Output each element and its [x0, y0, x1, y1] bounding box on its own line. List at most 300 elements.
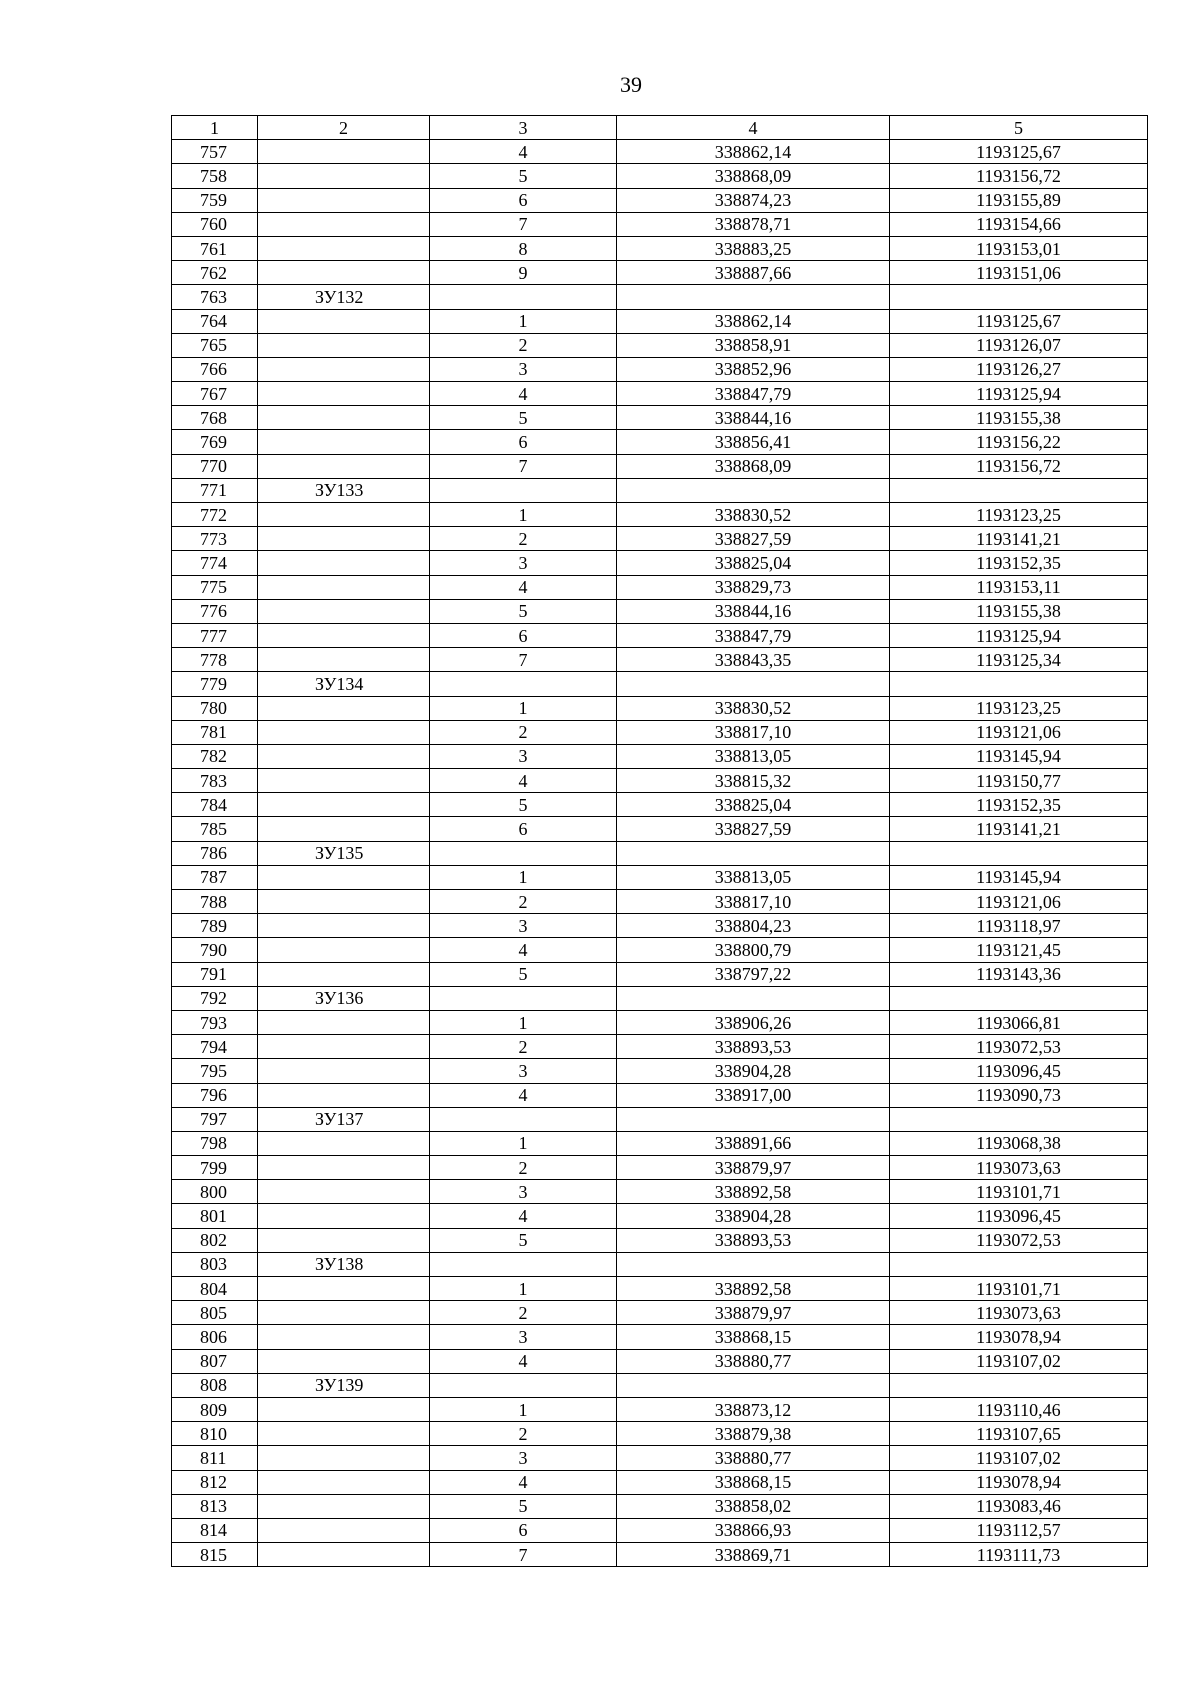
table-row [172, 1397, 1148, 1421]
y-coordinate-cell: 1193121,45 [890, 938, 1148, 962]
row-number-cell: 796 [172, 1083, 258, 1107]
row-number-cell: 757 [172, 140, 258, 164]
point-number-cell [430, 478, 617, 502]
y-coordinate-cell: 1193107,65 [890, 1422, 1148, 1446]
plot-id-cell [258, 696, 430, 720]
y-coordinate-cell: 1193156,72 [890, 164, 1148, 188]
table-row [172, 1301, 1148, 1325]
plot-id-cell [258, 430, 430, 454]
x-coordinate-cell: 338862,14 [617, 140, 890, 164]
y-coordinate-cell: 1193090,73 [890, 1083, 1148, 1107]
y-coordinate-cell: 1193096,45 [890, 1059, 1148, 1083]
row-number-cell: 774 [172, 551, 258, 575]
table-row [172, 527, 1148, 551]
y-coordinate-cell: 1193155,89 [890, 188, 1148, 212]
point-number-cell: 4 [430, 1470, 617, 1494]
table-row [172, 648, 1148, 672]
y-coordinate-cell: 1193155,38 [890, 599, 1148, 623]
row-number-cell: 786 [172, 841, 258, 865]
point-number-cell: 7 [430, 212, 617, 236]
plot-id-cell [258, 623, 430, 647]
row-number-cell: 760 [172, 212, 258, 236]
point-number-cell: 4 [430, 938, 617, 962]
row-number-cell: 783 [172, 769, 258, 793]
plot-id-cell [258, 720, 430, 744]
table-row [172, 1131, 1148, 1155]
point-number-cell: 4 [430, 140, 617, 164]
table-row [172, 1373, 1148, 1397]
point-number-cell [430, 1107, 617, 1131]
plot-id-cell [258, 1204, 430, 1228]
point-number-cell: 2 [430, 1156, 617, 1180]
point-number-cell: 5 [430, 793, 617, 817]
x-coordinate-cell: 338813,05 [617, 865, 890, 889]
y-coordinate-cell: 1193143,36 [890, 962, 1148, 986]
x-coordinate-cell: 338856,41 [617, 430, 890, 454]
x-coordinate-cell: 338906,26 [617, 1010, 890, 1034]
plot-id-cell [258, 1059, 430, 1083]
x-coordinate-cell: 338879,97 [617, 1301, 890, 1325]
y-coordinate-cell: 1193078,94 [890, 1470, 1148, 1494]
table-row [172, 1349, 1148, 1373]
y-coordinate-cell [890, 1252, 1148, 1276]
header-col-2: 2 [258, 116, 430, 140]
point-number-cell: 2 [430, 890, 617, 914]
point-number-cell: 4 [430, 575, 617, 599]
point-number-cell: 3 [430, 357, 617, 381]
point-number-cell: 4 [430, 382, 617, 406]
point-number-cell: 7 [430, 454, 617, 478]
table-row [172, 1180, 1148, 1204]
x-coordinate-cell: 338852,96 [617, 357, 890, 381]
x-coordinate-cell: 338893,53 [617, 1035, 890, 1059]
plot-id-cell [258, 648, 430, 672]
x-coordinate-cell: 338817,10 [617, 720, 890, 744]
row-number-cell: 814 [172, 1518, 258, 1542]
point-number-cell: 5 [430, 1228, 617, 1252]
y-coordinate-cell: 1193126,07 [890, 333, 1148, 357]
row-number-cell: 789 [172, 914, 258, 938]
y-coordinate-cell: 1193125,67 [890, 140, 1148, 164]
point-number-cell: 3 [430, 1059, 617, 1083]
y-coordinate-cell: 1193156,72 [890, 454, 1148, 478]
table-row [172, 986, 1148, 1010]
plot-id-cell [258, 793, 430, 817]
plot-id-cell [258, 865, 430, 889]
row-number-cell: 766 [172, 357, 258, 381]
table-row [172, 1518, 1148, 1542]
plot-id-cell: ЗУ133 [258, 478, 430, 502]
x-coordinate-cell: 338868,15 [617, 1325, 890, 1349]
point-number-cell: 2 [430, 527, 617, 551]
plot-id-cell [258, 575, 430, 599]
point-number-cell: 9 [430, 261, 617, 285]
header-col-4: 4 [617, 116, 890, 140]
y-coordinate-cell: 1193156,22 [890, 430, 1148, 454]
plot-id-cell [258, 1325, 430, 1349]
point-number-cell: 2 [430, 1301, 617, 1325]
x-coordinate-cell [617, 841, 890, 865]
point-number-cell: 1 [430, 865, 617, 889]
table-row [172, 140, 1148, 164]
row-number-cell: 800 [172, 1180, 258, 1204]
plot-id-cell [258, 188, 430, 212]
table-row [172, 1422, 1148, 1446]
row-number-cell: 769 [172, 430, 258, 454]
table-row [172, 357, 1148, 381]
y-coordinate-cell: 1193096,45 [890, 1204, 1148, 1228]
row-number-cell: 782 [172, 744, 258, 768]
x-coordinate-cell [617, 986, 890, 1010]
plot-id-cell [258, 140, 430, 164]
y-coordinate-cell: 1193068,38 [890, 1131, 1148, 1155]
row-number-cell: 770 [172, 454, 258, 478]
x-coordinate-cell [617, 478, 890, 502]
row-number-cell: 788 [172, 890, 258, 914]
x-coordinate-cell: 338879,97 [617, 1156, 890, 1180]
table-row [172, 261, 1148, 285]
point-number-cell: 3 [430, 1325, 617, 1349]
table-row [172, 865, 1148, 889]
table-row [172, 1543, 1148, 1567]
plot-id-cell [258, 890, 430, 914]
table-row [172, 1470, 1148, 1494]
row-number-cell: 807 [172, 1349, 258, 1373]
plot-id-cell [258, 357, 430, 381]
row-number-cell: 776 [172, 599, 258, 623]
x-coordinate-cell: 338830,52 [617, 696, 890, 720]
x-coordinate-cell [617, 285, 890, 309]
plot-id-cell [258, 817, 430, 841]
point-number-cell: 6 [430, 430, 617, 454]
table-row [172, 382, 1148, 406]
point-number-cell: 3 [430, 744, 617, 768]
table-row [172, 1494, 1148, 1518]
table-row [172, 164, 1148, 188]
row-number-cell: 805 [172, 1301, 258, 1325]
table-row [172, 1228, 1148, 1252]
table-row [172, 841, 1148, 865]
table-row [172, 551, 1148, 575]
table-row [172, 962, 1148, 986]
x-coordinate-cell: 338815,32 [617, 769, 890, 793]
plot-id-cell [258, 599, 430, 623]
row-number-cell: 815 [172, 1543, 258, 1567]
y-coordinate-cell: 1193072,53 [890, 1228, 1148, 1252]
table-row [172, 309, 1148, 333]
y-coordinate-cell: 1193123,25 [890, 503, 1148, 527]
row-number-cell: 764 [172, 309, 258, 333]
point-number-cell [430, 1373, 617, 1397]
y-coordinate-cell [890, 841, 1148, 865]
plot-id-cell [258, 962, 430, 986]
y-coordinate-cell: 1193121,06 [890, 890, 1148, 914]
point-number-cell [430, 285, 617, 309]
x-coordinate-cell [617, 672, 890, 696]
y-coordinate-cell: 1193107,02 [890, 1349, 1148, 1373]
table-row [172, 1252, 1148, 1276]
plot-id-cell: ЗУ134 [258, 672, 430, 696]
plot-id-cell: ЗУ135 [258, 841, 430, 865]
row-number-cell: 767 [172, 382, 258, 406]
x-coordinate-cell: 338892,58 [617, 1180, 890, 1204]
table-row [172, 938, 1148, 962]
x-coordinate-cell: 338904,28 [617, 1204, 890, 1228]
row-number-cell: 792 [172, 986, 258, 1010]
plot-id-cell [258, 454, 430, 478]
table-row [172, 478, 1148, 502]
point-number-cell [430, 672, 617, 696]
row-number-cell: 797 [172, 1107, 258, 1131]
row-number-cell: 794 [172, 1035, 258, 1059]
table-row [172, 672, 1148, 696]
plot-id-cell: ЗУ132 [258, 285, 430, 309]
plot-id-cell [258, 406, 430, 430]
x-coordinate-cell: 338843,35 [617, 648, 890, 672]
row-number-cell: 812 [172, 1470, 258, 1494]
plot-id-cell [258, 1035, 430, 1059]
table-row [172, 696, 1148, 720]
x-coordinate-cell: 338817,10 [617, 890, 890, 914]
row-number-cell: 793 [172, 1010, 258, 1034]
y-coordinate-cell [890, 1107, 1148, 1131]
x-coordinate-cell: 338887,66 [617, 261, 890, 285]
point-number-cell: 5 [430, 962, 617, 986]
point-number-cell: 3 [430, 914, 617, 938]
point-number-cell [430, 986, 617, 1010]
plot-id-cell [258, 1083, 430, 1107]
row-number-cell: 813 [172, 1494, 258, 1518]
y-coordinate-cell: 1193125,34 [890, 648, 1148, 672]
y-coordinate-cell: 1193150,77 [890, 769, 1148, 793]
table-row [172, 1446, 1148, 1470]
plot-id-cell [258, 1349, 430, 1373]
plot-id-cell [258, 1518, 430, 1542]
plot-id-cell [258, 1180, 430, 1204]
row-number-cell: 780 [172, 696, 258, 720]
x-coordinate-cell: 338904,28 [617, 1059, 890, 1083]
point-number-cell: 3 [430, 1446, 617, 1470]
table-row [172, 1204, 1148, 1228]
x-coordinate-cell: 338868,09 [617, 454, 890, 478]
plot-id-cell [258, 212, 430, 236]
point-number-cell: 5 [430, 599, 617, 623]
y-coordinate-cell: 1193101,71 [890, 1180, 1148, 1204]
plot-id-cell [258, 1010, 430, 1034]
plot-id-cell [258, 333, 430, 357]
point-number-cell: 2 [430, 1035, 617, 1059]
table-row [172, 236, 1148, 260]
plot-id-cell [258, 914, 430, 938]
point-number-cell: 1 [430, 309, 617, 333]
row-number-cell: 784 [172, 793, 258, 817]
table-row [172, 720, 1148, 744]
plot-id-cell [258, 1494, 430, 1518]
y-coordinate-cell: 1193101,71 [890, 1277, 1148, 1301]
y-coordinate-cell [890, 672, 1148, 696]
y-coordinate-cell: 1193141,21 [890, 527, 1148, 551]
row-number-cell: 771 [172, 478, 258, 502]
plot-id-cell [258, 261, 430, 285]
row-number-cell: 810 [172, 1422, 258, 1446]
point-number-cell: 3 [430, 551, 617, 575]
table-body [172, 140, 1148, 1567]
row-number-cell: 809 [172, 1397, 258, 1421]
y-coordinate-cell: 1193072,53 [890, 1035, 1148, 1059]
plot-id-cell [258, 1543, 430, 1567]
row-number-cell: 779 [172, 672, 258, 696]
plot-id-cell: ЗУ139 [258, 1373, 430, 1397]
x-coordinate-cell: 338827,59 [617, 527, 890, 551]
point-number-cell: 6 [430, 188, 617, 212]
plot-id-cell [258, 164, 430, 188]
y-coordinate-cell: 1193145,94 [890, 744, 1148, 768]
table-row [172, 1010, 1148, 1034]
table-row [172, 1277, 1148, 1301]
x-coordinate-cell: 338797,22 [617, 962, 890, 986]
plot-id-cell [258, 744, 430, 768]
row-number-cell: 765 [172, 333, 258, 357]
y-coordinate-cell: 1193141,21 [890, 817, 1148, 841]
y-coordinate-cell: 1193152,35 [890, 551, 1148, 575]
y-coordinate-cell: 1193118,97 [890, 914, 1148, 938]
plot-id-cell [258, 769, 430, 793]
x-coordinate-cell: 338829,73 [617, 575, 890, 599]
y-coordinate-cell: 1193066,81 [890, 1010, 1148, 1034]
y-coordinate-cell: 1193125,94 [890, 623, 1148, 647]
x-coordinate-cell: 338825,04 [617, 551, 890, 575]
plot-id-cell [258, 1422, 430, 1446]
table-row [172, 744, 1148, 768]
x-coordinate-cell: 338891,66 [617, 1131, 890, 1155]
plot-id-cell [258, 1228, 430, 1252]
row-number-cell: 795 [172, 1059, 258, 1083]
row-number-cell: 787 [172, 865, 258, 889]
y-coordinate-cell [890, 285, 1148, 309]
x-coordinate-cell: 338825,04 [617, 793, 890, 817]
table-row [172, 430, 1148, 454]
y-coordinate-cell [890, 478, 1148, 502]
point-number-cell: 7 [430, 648, 617, 672]
y-coordinate-cell [890, 1373, 1148, 1397]
plot-id-cell: ЗУ137 [258, 1107, 430, 1131]
point-number-cell: 5 [430, 164, 617, 188]
y-coordinate-cell: 1193145,94 [890, 865, 1148, 889]
x-coordinate-cell: 338869,71 [617, 1543, 890, 1567]
header-col-5: 5 [890, 116, 1148, 140]
point-number-cell: 5 [430, 406, 617, 430]
row-number-cell: 790 [172, 938, 258, 962]
y-coordinate-cell [890, 986, 1148, 1010]
x-coordinate-cell: 338858,91 [617, 333, 890, 357]
x-coordinate-cell: 338917,00 [617, 1083, 890, 1107]
row-number-cell: 781 [172, 720, 258, 744]
plot-id-cell [258, 938, 430, 962]
x-coordinate-cell: 338847,79 [617, 382, 890, 406]
point-number-cell: 2 [430, 1422, 617, 1446]
plot-id-cell [258, 236, 430, 260]
x-coordinate-cell: 338883,25 [617, 236, 890, 260]
x-coordinate-cell: 338827,59 [617, 817, 890, 841]
row-number-cell: 811 [172, 1446, 258, 1470]
point-number-cell: 3 [430, 1180, 617, 1204]
page-number: 39 [620, 72, 642, 97]
point-number-cell: 1 [430, 1010, 617, 1034]
point-number-cell: 6 [430, 623, 617, 647]
y-coordinate-cell: 1193112,57 [890, 1518, 1148, 1542]
row-number-cell: 772 [172, 503, 258, 527]
y-coordinate-cell: 1193125,67 [890, 309, 1148, 333]
row-number-cell: 808 [172, 1373, 258, 1397]
table-row [172, 1325, 1148, 1349]
point-number-cell: 5 [430, 1494, 617, 1518]
coordinates-table [171, 115, 1148, 1567]
point-number-cell: 1 [430, 1277, 617, 1301]
y-coordinate-cell: 1193111,73 [890, 1543, 1148, 1567]
table-row [172, 890, 1148, 914]
plot-id-cell [258, 1301, 430, 1325]
table-row [172, 333, 1148, 357]
point-number-cell: 1 [430, 503, 617, 527]
x-coordinate-cell: 338874,23 [617, 188, 890, 212]
table-header-row [172, 116, 1148, 140]
x-coordinate-cell [617, 1107, 890, 1131]
plot-id-cell: ЗУ136 [258, 986, 430, 1010]
y-coordinate-cell: 1193073,63 [890, 1301, 1148, 1325]
point-number-cell: 4 [430, 769, 617, 793]
table-row [172, 817, 1148, 841]
y-coordinate-cell: 1193126,27 [890, 357, 1148, 381]
y-coordinate-cell: 1193073,63 [890, 1156, 1148, 1180]
header-col-3: 3 [430, 116, 617, 140]
plot-id-cell [258, 1446, 430, 1470]
point-number-cell: 6 [430, 817, 617, 841]
plot-id-cell [258, 1131, 430, 1155]
plot-id-cell [258, 1156, 430, 1180]
row-number-cell: 803 [172, 1252, 258, 1276]
row-number-cell: 761 [172, 236, 258, 260]
point-number-cell: 4 [430, 1083, 617, 1107]
point-number-cell: 1 [430, 1131, 617, 1155]
point-number-cell: 4 [430, 1204, 617, 1228]
table-row [172, 454, 1148, 478]
point-number-cell: 4 [430, 1349, 617, 1373]
x-coordinate-cell: 338830,52 [617, 503, 890, 527]
row-number-cell: 802 [172, 1228, 258, 1252]
row-number-cell: 775 [172, 575, 258, 599]
table-row [172, 1083, 1148, 1107]
table-row [172, 285, 1148, 309]
point-number-cell: 8 [430, 236, 617, 260]
row-number-cell: 758 [172, 164, 258, 188]
x-coordinate-cell: 338873,12 [617, 1397, 890, 1421]
row-number-cell: 799 [172, 1156, 258, 1180]
x-coordinate-cell: 338892,58 [617, 1277, 890, 1301]
table-row [172, 599, 1148, 623]
y-coordinate-cell: 1193107,02 [890, 1446, 1148, 1470]
y-coordinate-cell: 1193083,46 [890, 1494, 1148, 1518]
plot-id-cell [258, 1277, 430, 1301]
x-coordinate-cell: 338858,02 [617, 1494, 890, 1518]
row-number-cell: 773 [172, 527, 258, 551]
x-coordinate-cell: 338866,93 [617, 1518, 890, 1542]
y-coordinate-cell: 1193154,66 [890, 212, 1148, 236]
y-coordinate-cell: 1193151,06 [890, 261, 1148, 285]
table-row [172, 793, 1148, 817]
plot-id-cell [258, 1397, 430, 1421]
table-row [172, 212, 1148, 236]
table-row [172, 1156, 1148, 1180]
